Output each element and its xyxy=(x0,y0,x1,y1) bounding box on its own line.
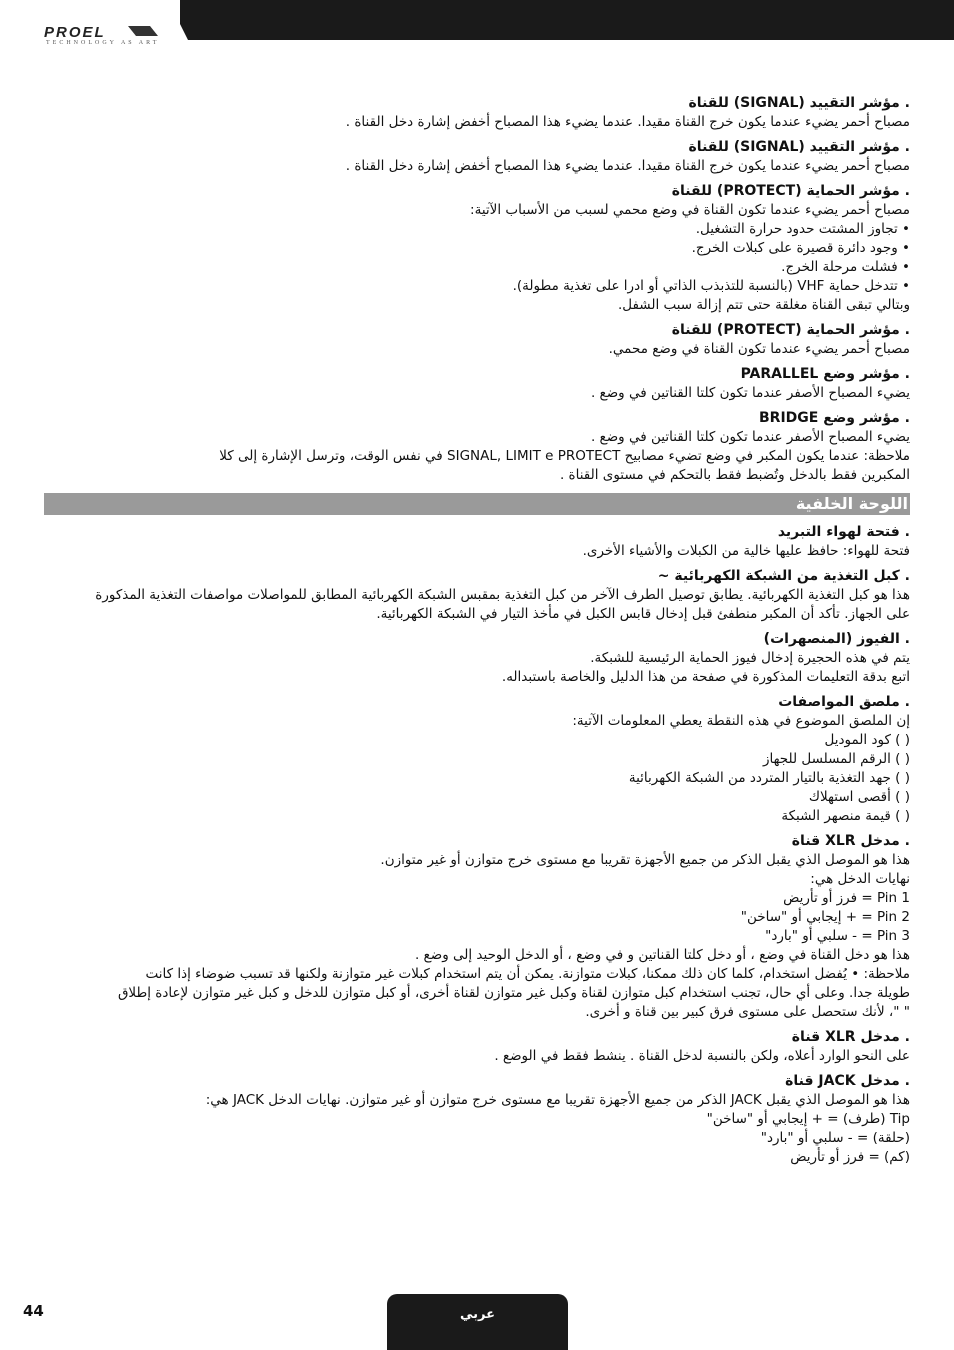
section-heading: . مؤشر الحماية (PROTECT) للقناة xyxy=(671,322,910,338)
brand-logo: PROEL xyxy=(44,24,106,41)
paragraph-line: المكبرين فقط بالدخل وتُضبط فقط بالتحكم في مستوى القناة . xyxy=(559,467,910,483)
paragraph-line: على الجهاز. تأكد أن المكبر منطفئ قبل إدخال قابس الكبل في مأخذ التيار في الشبكة الكهربائية. xyxy=(376,606,910,622)
paragraph-line: يضيء المصباح الأصفر عندما تكون كلتا القناتين في وضع . xyxy=(590,429,910,445)
section-heading: . ملصق المواصفات xyxy=(778,694,910,710)
paragraph-line: مصباح أحمر يضيء عندما يكون خرج القناة مقيدا. عندما يضيء هذا المصباح أخفض إشارة دخل القناة . xyxy=(345,114,910,130)
bullet-item: • تتدخل حماية VHF (بالنسبة للتذبذب الذاتي أو ادرا على تغذية مطولة). xyxy=(512,278,910,294)
section-heading: . مؤشر الحماية (PROTECT) للقناة xyxy=(671,183,910,199)
pin-line: Pin 2 = + إيجابي أو "ساخن" xyxy=(740,909,910,925)
bullet-item: ( ) جهد التغذية بالتيار المتردد من الشبكة الكهربائية xyxy=(628,770,910,786)
section-heading: . فتحة لهواء التبريد xyxy=(777,524,910,540)
paragraph-line: هذا هو دخل القناة في وضع ، أو دخل كلتا القناتين و في وضع ، أو الدخل الوحيد إلى وضع . xyxy=(414,947,910,963)
paragraph-line: اتبع بدقة التعليمات المذكورة في صفحة من هذا الدليل والخاصة باستبداله. xyxy=(501,669,910,685)
paragraph-line: على النحو الوارد أعلاه، ولكن بالنسبة لدخل القناة . ينشط فقط في الوضع . xyxy=(494,1048,910,1064)
pin-line: Tip (طرف) = + إيجابي أو "ساخن" xyxy=(706,1111,910,1127)
bullet-item: ( ) الرقم المسلسل للجهاز xyxy=(762,751,910,767)
pin-line: Pin 1 = فرز أو تأريض xyxy=(783,890,910,906)
section-title-bar: اللوحة الخلفية xyxy=(44,493,910,515)
page-number: 44 xyxy=(23,1302,44,1320)
section-heading: . مؤشر التقييد (SIGNAL) للقناة xyxy=(688,139,910,155)
paragraph-line: يتم في هذه الحجيرة إدخال فيوز الحماية الرئيسية للشبكة. xyxy=(590,650,910,666)
section-heading: . مدخل XLR قناة xyxy=(791,1029,910,1045)
bullet-item: ( ) قيمة منصهر الشبكة xyxy=(781,808,910,824)
bullet-item: ( ) أقصى استهلاك xyxy=(808,789,910,805)
bullet-item: • تجاوز المشتت حدود حرارة التشغيل. xyxy=(695,221,910,237)
paragraph-line: مصباح أحمر يضيء عندما تكون القناة في وضع محمي. xyxy=(608,341,910,357)
bullet-item: ( ) كود الموديل xyxy=(824,732,910,748)
paragraph-line: نهايات الدخل هي: xyxy=(810,871,910,887)
section-heading: . مؤشر وضع BRIDGE xyxy=(759,410,910,426)
paragraph-line: ملاحظة: • يُفضل استخدام، كلما كان ذلك ممكنا، كبلات متوازنة. يمكن أن يتم استخدام كبلات غير متوازنة ولكنها قد تسبب ضوضاء إذا كانت xyxy=(145,966,910,982)
paragraph-line: فتحة للهواء: حافظ عليها خالية من الكبلات والأشياء الأخرى. xyxy=(582,543,910,559)
section-heading: . مدخل JACK قناة xyxy=(785,1073,910,1089)
section-heading: . مؤشر وضع PARALLEL xyxy=(740,366,910,382)
paragraph-line: طويلة جدا. وعلى أي حال، تجنب استخدام كبل متوازن لقناة وكبل غير متوازن لقناة أخرى، أو كبل متوازن للدخل و كبل غير متوازن لإعادة إطلاق xyxy=(117,985,910,1001)
language-tab: عربي xyxy=(387,1294,568,1350)
pin-line: Pin 3 = - سلبي أو "بارد" xyxy=(765,928,910,944)
pin-line: (كم) = فرز أو تأريض xyxy=(790,1149,910,1165)
paragraph-line: " "، لأنك ستحصل على مستوى فرق كبير بين قناة و أخرى. xyxy=(585,1004,910,1020)
paragraph-line: إن الملصق الموضوع في هذه النقطة يعطي المعلومات الآتية: xyxy=(572,713,910,729)
bullet-item: • فشلت مرحلة الخرج. xyxy=(781,259,910,275)
paragraph-line: هذا هو كبل التغذية الكهربائية. يطابق توصيل الطرف الآخر من كبل التغذية بمقبس الشبكة الكهربائية المطابق للمواصلات مواصفات التغذية المذكورة xyxy=(95,587,910,603)
paragraph-line: هذا هو الموصل الذي يقبل الذكر من جميع الأجهزة تقريبا مع مستوى خرج متوازن أو غير متوازن. xyxy=(380,852,910,868)
paragraph-line: مصباح أحمر يضيء عندما يكون خرج القناة مقيدا. عندما يضيء هذا المصباح أخفض إشارة دخل القناة . xyxy=(345,158,910,174)
header-black-band xyxy=(150,0,954,40)
paragraph-line: ملاحظة: عندما يكون المكبر في وضع تضيء مصابيح SIGNAL, LIMIT e PROTECT في نفس الوقت، وترسل الإشارة إلى كلا xyxy=(219,448,910,464)
section-heading: . كبل التغذية من الشبكة الكهربائية ~ xyxy=(657,568,910,584)
pin-line: (حلقة) = - سلبي أو "بارد" xyxy=(760,1130,910,1146)
paragraph-line: يضيء المصباح الأصفر عندما تكون كلتا القناتين في وضع . xyxy=(590,385,910,401)
paragraph-line: هذا هو الموصل الذي يقبل JACK الذكر من جميع الأجهزة تقريبا مع مستوى خرج متوازن أو غير متوازن. نهايات الدخل JACK هي: xyxy=(205,1092,910,1108)
logo-swoosh-icon xyxy=(128,26,158,36)
section-heading: . مدخل XLR قناة xyxy=(791,833,910,849)
section-heading: . مؤشر التقييد (SIGNAL) للقناة xyxy=(688,95,910,111)
paragraph-line: مصباح أحمر يضيء عندما تكون القناة في وضع محمي لسبب من الأسباب الآتية: xyxy=(470,202,910,218)
section-heading: . الفيوز (المنصهرات) xyxy=(763,631,910,647)
brand-tagline: TECHNOLOGY AS ART xyxy=(46,40,160,46)
bullet-item: • وجود دائرة قصيرة على كبلات الخرج. xyxy=(691,240,910,256)
manual-content xyxy=(44,94,910,1167)
paragraph-line: وبتالي تبقى القناة مغلقة حتى تتم إزالة سبب الشفل. xyxy=(617,297,910,313)
